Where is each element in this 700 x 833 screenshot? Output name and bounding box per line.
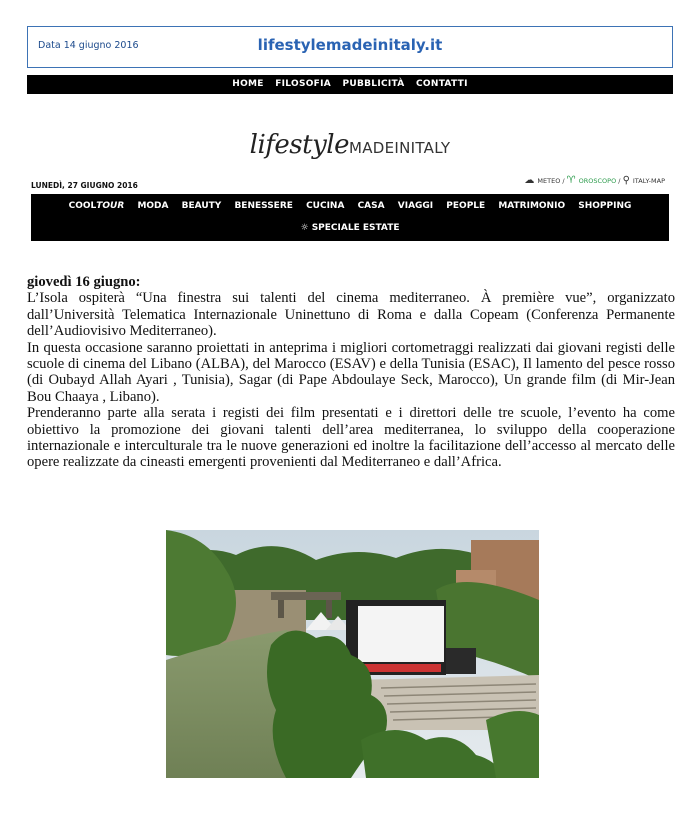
main-nav-beauty[interactable]: BEAUTY [181,201,222,211]
italy-map-link[interactable]: ITALY-MAP [632,177,665,185]
map-pin-icon[interactable]: ⚲ [622,175,630,186]
site-logo[interactable] [0,130,700,160]
article-photo [166,530,539,778]
top-nav-contatti[interactable]: CONTATTI [416,79,468,89]
utility-links: ☁ METEO / ♈ OROSCOPO / ⚲ ITALY-MAP [524,175,665,186]
dateline: LUNEDÌ, 27 GIUGNO 2016 [31,181,138,190]
logo-script: lifestyle [249,130,349,160]
main-nav-cucina[interactable]: CUCINA [306,201,345,211]
logo-caps: MADEINITALY [348,139,451,157]
top-nav-pubblicita[interactable]: PUBBLICITÀ [342,79,405,89]
main-nav [31,194,669,241]
meteo-link[interactable]: METEO [537,177,561,185]
top-nav [27,75,673,94]
main-nav-benessere[interactable]: BENESSERE [234,201,293,211]
oroscopo-link[interactable]: OROSCOPO [578,177,617,185]
main-nav-casa[interactable]: CASA [357,201,385,211]
main-nav-shopping[interactable]: SHOPPING [578,201,632,211]
main-nav-cooltour[interactable]: COOLTOUR [68,201,125,211]
clipping-date: Data 14 giugno 2016 [38,40,139,51]
main-nav-moda[interactable]: MODA [137,201,169,211]
main-nav-people[interactable]: PEOPLE [446,201,486,211]
article-day-heading: giovedì 16 giugno: [27,274,141,290]
horoscope-icon[interactable]: ♈ [566,175,576,186]
main-nav-matrimonio[interactable]: MATRIMONIO [498,201,566,211]
article-paragraph: Prenderanno parte alla serata i registi dei film presentati e i direttori delle tre scuole, l’evento ha come obiettivo la promozione dei giovani talenti dell’area mediterranea, lo sviluppo della cooperazione internazionale e interculturale tra le nuove generazioni ed inoltre la facilitazione dell’accesso al mercato delle opere realizzate da cineasti emergenti provenienti dal Mediterraneo e dall’Africa. [27,405,675,471]
article-paragraph: In questa occasione saranno proiettati in anteprima i migliori cortometraggi realizzati dai giovani registi delle scuole di cinema del Libano (ALBA), del Marocco (ESAV) e della Tunisia (ESAC), Il lamento del pesce rosso (di Oubayd Allah Ayari , Tunisia), Sagar (di Pape Abdoulaye Seck, Marocco), Un grande film (di Mir-Jean Bou Chaaya , Libano). [27,339,675,405]
weather-icon[interactable]: ☁ [524,175,535,186]
clipping-header [27,26,673,68]
outdoor-cinema-photo [166,530,539,778]
clipping-site-title[interactable]: lifestylemadeinitaly.it [257,36,443,54]
article-paragraph: L’Isola ospiterà “Una finestra sui talenti del cinema mediterraneo. À première vue”, organizzato dall’Università Telematica Internazionale Uninettuno di Roma e dalla Copeam (Conferenza Permanente dell’Audiovisivo Mediterraneo). [27,290,675,340]
main-nav-speciale-estate[interactable]: ☼ SPECIALE ESTATE [300,223,400,233]
main-nav-viaggi[interactable]: VIAGGI [397,201,434,211]
article-body [27,274,675,471]
top-nav-filosofia[interactable]: FILOSOFIA [275,79,332,89]
top-nav-home[interactable]: HOME [232,79,264,89]
